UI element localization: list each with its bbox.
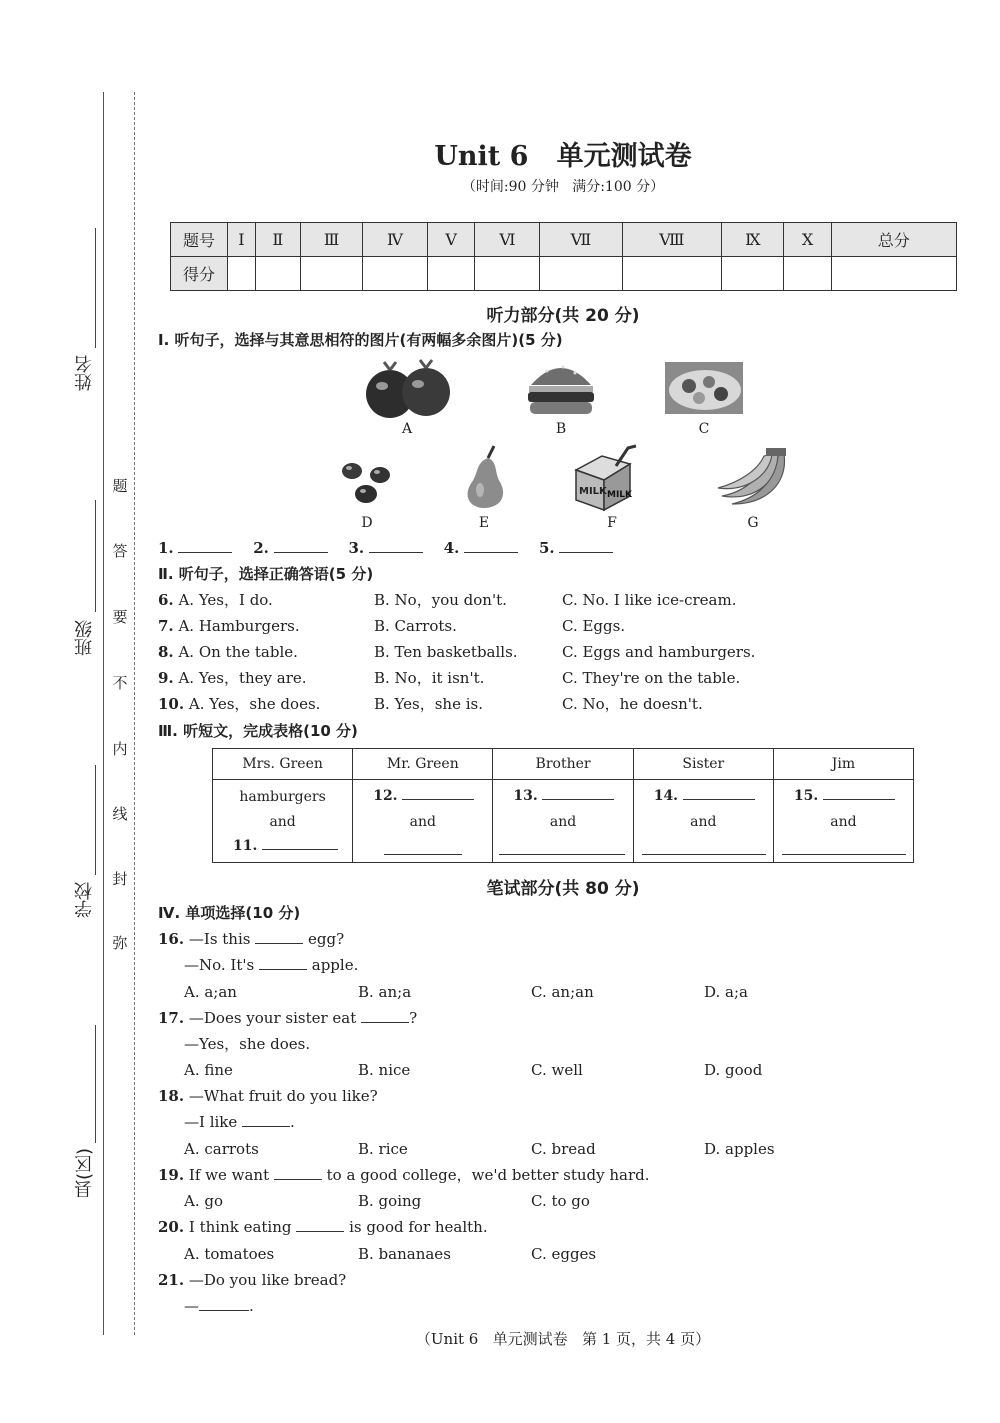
- score-cell[interactable]: [475, 257, 540, 291]
- milk-icon: [572, 442, 652, 512]
- table-cell: [773, 780, 913, 863]
- section-3-heading: Ⅲ. 听短文，完成表格(10 分): [158, 722, 358, 740]
- answer-blank[interactable]: [464, 552, 518, 553]
- listening-table: [212, 748, 914, 863]
- answer-blank[interactable]: [823, 799, 895, 800]
- option-d: D. a;a: [704, 983, 748, 1001]
- county-label: 县(区): [74, 1148, 95, 1199]
- seal-char: 内: [112, 740, 128, 758]
- score-header-cell: Ⅸ: [722, 223, 784, 257]
- picture-letter: B: [555, 421, 567, 437]
- question-num: 20.: [158, 1218, 185, 1236]
- picture-letter: E: [478, 515, 490, 531]
- score-cell[interactable]: [622, 257, 721, 291]
- option-c: C. bread: [531, 1140, 596, 1158]
- answer-blank[interactable]: [178, 552, 232, 553]
- option-a: A. go: [184, 1192, 224, 1210]
- tomatoes-icon: [360, 358, 455, 420]
- question-text: egg?: [308, 930, 345, 948]
- blank-num: 12.: [373, 788, 398, 804]
- question-line: [184, 1112, 295, 1132]
- option-a: A. Yes，they are.: [178, 669, 307, 687]
- option-c: C. an;an: [531, 983, 594, 1001]
- option-a: A. Yes，I do.: [178, 591, 273, 609]
- answer-blank[interactable]: [262, 849, 338, 850]
- score-header-cell: Ⅵ: [475, 223, 540, 257]
- answer-blank[interactable]: [402, 799, 474, 800]
- score-cell[interactable]: [784, 257, 831, 291]
- answer-blank[interactable]: [242, 1126, 290, 1127]
- table-header-cell: Mr. Green: [353, 749, 493, 780]
- page-footer: （Unit 6 单元测试卷 第 1 页，共 4 页）: [415, 1330, 711, 1348]
- question-9: [158, 668, 307, 688]
- answer-blank[interactable]: [255, 943, 303, 944]
- question-text: —Is this: [188, 930, 251, 948]
- question-text: —I like: [184, 1113, 238, 1131]
- option-b: B. Yes，she is.: [374, 695, 483, 713]
- option-b: B. an;a: [358, 983, 412, 1001]
- answer-num: 2.: [253, 539, 269, 557]
- cell-and: and: [409, 814, 436, 830]
- score-header-cell: Ⅲ: [300, 223, 362, 257]
- answer-blank[interactable]: [499, 842, 625, 855]
- question-text: to a good college，we'd better study hard.: [326, 1166, 650, 1184]
- option-b: B. No，you don't.: [374, 591, 507, 609]
- score-header-cell: Ⅴ: [427, 223, 475, 257]
- margin-dashed-line: [134, 92, 135, 1335]
- writing-heading: 笔试部分(共 80 分): [486, 879, 640, 899]
- section-4-heading: Ⅳ. 单项选择(10 分): [158, 904, 301, 922]
- question-num: 18.: [158, 1087, 185, 1105]
- hamburger-icon: [525, 357, 597, 419]
- option-b: B. Ten basketballs.: [374, 643, 518, 661]
- seal-char: 不: [112, 674, 128, 692]
- option-a: A. Hamburgers.: [178, 617, 300, 635]
- question-17: [158, 1008, 417, 1028]
- answer-blank[interactable]: [642, 842, 766, 855]
- page-title: Unit 6 单元测试卷: [434, 141, 692, 172]
- answer-blank[interactable]: [274, 1179, 322, 1180]
- question-text: —Do you like bread?: [188, 1271, 347, 1289]
- cell-and: and: [830, 814, 857, 830]
- seal-char: 要: [112, 608, 128, 626]
- question-num: 21.: [158, 1271, 185, 1289]
- score-cell[interactable]: [831, 257, 956, 291]
- option-a: A. Yes，she does.: [188, 695, 321, 713]
- seal-char: 线: [112, 805, 128, 823]
- answer-blank[interactable]: [782, 842, 906, 855]
- cell-and: and: [269, 814, 296, 830]
- option-b: B. bananaes: [358, 1245, 451, 1263]
- question-text: .: [249, 1297, 254, 1315]
- question-text: —No. It's: [184, 956, 255, 974]
- answer-blank[interactable]: [369, 552, 423, 553]
- blank-num: 13.: [513, 788, 538, 804]
- answer-blank[interactable]: [361, 1022, 409, 1023]
- table-cell: [633, 780, 773, 863]
- question-text: ?: [409, 1009, 418, 1027]
- cell-and: and: [549, 814, 577, 830]
- question-7: [158, 616, 300, 636]
- question-text: —: [184, 1297, 199, 1315]
- picture-letter: F: [607, 515, 617, 531]
- question-6: [158, 590, 273, 610]
- table-cell: [493, 780, 633, 863]
- section-2-heading: Ⅱ. 听句子，选择正确答语(5 分): [158, 565, 374, 583]
- score-header-cell: Ⅰ: [228, 223, 256, 257]
- answer-row: [158, 538, 613, 558]
- page-subtitle: （时间:90 分钟 满分:100 分）: [461, 179, 665, 195]
- question-num: 19.: [158, 1166, 185, 1184]
- answer-num: 4.: [443, 539, 460, 557]
- question-text: —Yes，she does.: [184, 1035, 311, 1053]
- question-num: 17.: [158, 1009, 185, 1027]
- option-d: D. good: [704, 1061, 763, 1079]
- score-cell[interactable]: [300, 257, 362, 291]
- question-20: [158, 1217, 488, 1237]
- question-num: 7.: [158, 617, 174, 635]
- option-a: A. carrots: [184, 1140, 259, 1158]
- seal-char: 弥: [112, 934, 128, 952]
- question-num: 9.: [158, 669, 174, 687]
- table-header-cell: Mrs. Green: [213, 749, 353, 780]
- question-text: If we want: [188, 1166, 270, 1184]
- seal-char: 封: [112, 870, 128, 888]
- question-text: apple.: [311, 956, 359, 974]
- question-19: [158, 1165, 650, 1185]
- option-c: C. well: [531, 1061, 583, 1079]
- option-c: C. No，he doesn't.: [562, 695, 703, 713]
- option-a: A. tomatoes: [184, 1245, 275, 1263]
- score-cell[interactable]: [255, 257, 300, 291]
- eggs-icon: [338, 458, 396, 508]
- picture-letter: D: [361, 515, 373, 531]
- score-header-cell: Ⅱ: [255, 223, 300, 257]
- question-10: [158, 694, 320, 714]
- table-cell: [213, 780, 353, 863]
- question-num: 16.: [158, 930, 185, 948]
- svg-text:MILK: MILK: [579, 486, 607, 497]
- score-table: [170, 222, 957, 291]
- picture-letter: A: [401, 421, 413, 437]
- table-cell: [353, 780, 493, 863]
- option-a: A. On the table.: [178, 643, 298, 661]
- class-line: [95, 500, 96, 612]
- question-text: is good for health.: [349, 1218, 488, 1236]
- option-c: C. Eggs.: [562, 617, 626, 635]
- score-header-cell: Ⅶ: [540, 223, 622, 257]
- option-b: B. rice: [358, 1140, 408, 1158]
- county-line: [95, 1025, 96, 1143]
- answer-blank[interactable]: [559, 552, 613, 553]
- picture-letter: C: [698, 421, 710, 437]
- option-c: C. They're on the table.: [562, 669, 741, 687]
- question-text: —Does your sister eat: [188, 1009, 357, 1027]
- score-cell[interactable]: [363, 257, 427, 291]
- answer-num: 5.: [538, 539, 555, 557]
- answer-blank[interactable]: [199, 1310, 249, 1311]
- answer-blank[interactable]: [683, 799, 755, 800]
- pear-icon: [458, 444, 510, 510]
- answer-num: 1.: [158, 539, 174, 557]
- score-cell[interactable]: [722, 257, 784, 291]
- option-c: C. Eggs and hamburgers.: [562, 643, 756, 661]
- answer-blank[interactable]: [384, 842, 462, 855]
- score-header-cell: Ⅹ: [784, 223, 831, 257]
- school-label: 学校: [74, 882, 95, 918]
- listening-heading: 听力部分(共 20 分): [486, 306, 640, 326]
- question-8: [158, 642, 298, 662]
- question-18: [158, 1086, 378, 1106]
- seal-char: 题: [112, 477, 128, 495]
- score-cell[interactable]: [540, 257, 622, 291]
- option-d: D. apples: [704, 1140, 775, 1158]
- bananas-icon: [714, 448, 790, 506]
- question-num: 6.: [158, 591, 174, 609]
- cell-text: hamburgers: [239, 789, 326, 805]
- question-num: 8.: [158, 643, 174, 661]
- option-b: B. going: [358, 1192, 422, 1210]
- score-cell[interactable]: [427, 257, 475, 291]
- score-header-cell: 题号: [171, 223, 228, 257]
- answer-blank[interactable]: [542, 799, 614, 800]
- question-line: [184, 955, 358, 975]
- option-b: B. nice: [358, 1061, 411, 1079]
- blank-num: 15.: [793, 788, 819, 804]
- seal-char: 答: [112, 542, 128, 560]
- option-c: C. to go: [531, 1192, 590, 1210]
- option-a: A. fine: [184, 1061, 233, 1079]
- table-header-cell: Brother: [493, 749, 633, 780]
- score-header-cell: 总分: [831, 223, 956, 257]
- option-c: C. No. I like ice-cream.: [562, 591, 737, 609]
- question-text: —What fruit do you like?: [188, 1087, 378, 1105]
- table-header-cell: Sister: [633, 749, 773, 780]
- blank-num: 11.: [233, 838, 258, 854]
- svg-text:MILK: MILK: [607, 490, 633, 500]
- option-b: B. No，it isn't.: [374, 669, 485, 687]
- answer-blank[interactable]: [259, 969, 307, 970]
- answer-blank[interactable]: [274, 552, 328, 553]
- table-header-cell: Jim: [773, 749, 913, 780]
- question-16: [158, 929, 344, 949]
- name-line: [95, 228, 96, 348]
- answer-blank[interactable]: [296, 1231, 344, 1232]
- score-row-label: 得分: [171, 257, 228, 291]
- score-header-cell: Ⅷ: [622, 223, 721, 257]
- name-label: 姓名: [74, 355, 95, 391]
- option-b: B. Carrots.: [374, 617, 457, 635]
- answer-num: 3.: [348, 539, 365, 557]
- question-text: I think eating: [188, 1218, 292, 1236]
- question-text: .: [290, 1113, 295, 1131]
- cell-and: and: [690, 814, 717, 830]
- question-num: 10.: [158, 695, 185, 713]
- section-1-heading: Ⅰ. 听句子，选择与其意思相符的图片(有两幅多余图片)(5 分): [158, 331, 563, 349]
- class-label: 班级: [74, 620, 95, 656]
- margin-solid-line: [103, 92, 104, 1335]
- school-line: [95, 765, 96, 875]
- salad-icon: [665, 362, 743, 414]
- question-21: [158, 1270, 346, 1290]
- score-cell[interactable]: [228, 257, 256, 291]
- option-a: A. a;an: [184, 983, 237, 1001]
- picture-letter: G: [747, 515, 759, 531]
- blank-num: 14.: [653, 788, 679, 804]
- question-line: [184, 1296, 254, 1316]
- score-header-cell: Ⅳ: [363, 223, 427, 257]
- option-c: C. egges: [531, 1245, 597, 1263]
